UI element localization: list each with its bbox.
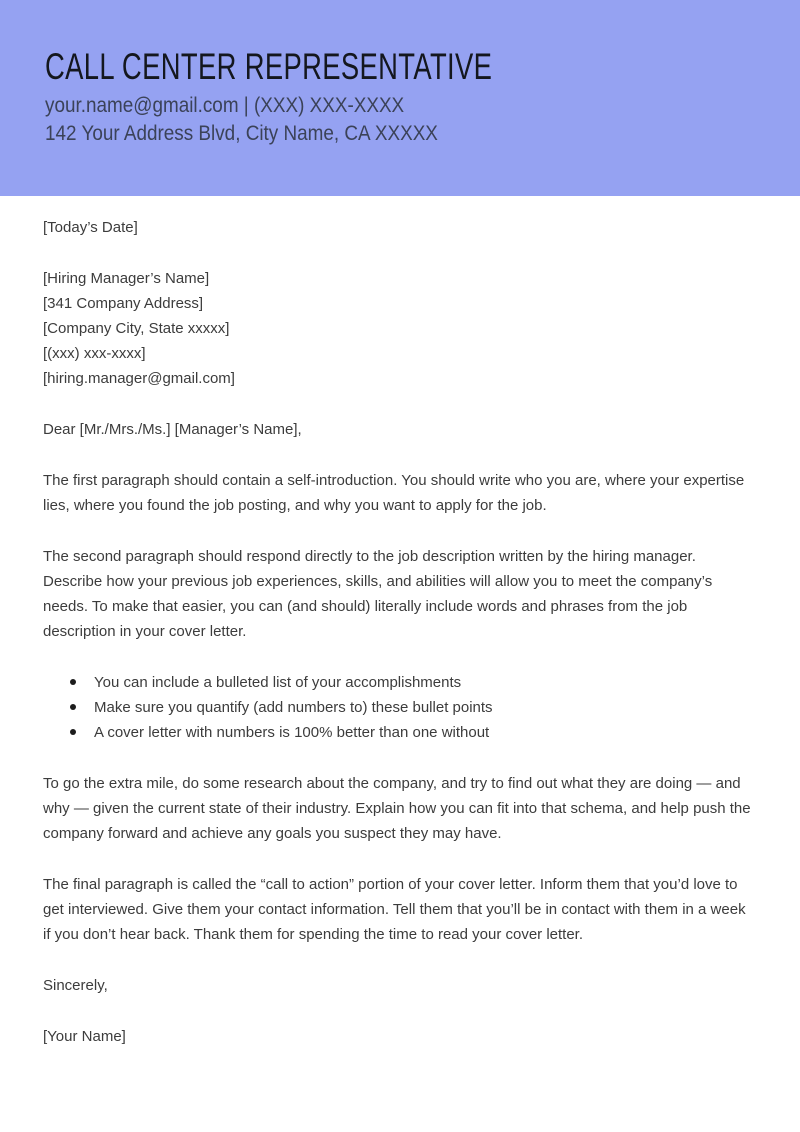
- list-item: [43, 720, 755, 745]
- paragraph-introduction: The first paragraph should contain a self-introduction. You should write who you are, where your expertise lies, where you found the job posting, and why you want to apply for the job.: [43, 472, 745, 514]
- paragraph-call-to-action: The final paragraph is called the “call to action” portion of your cover letter. Inform them that you’d love to get interviewed. Give them your contact information. Tell them that you’ll be in contact with them in a week if you don’t hear back. Thank them for spending the time to read your cover letter.: [43, 876, 746, 943]
- bullet-text: You can include a bulleted list of your accomplishments: [94, 674, 462, 691]
- list-item: [43, 695, 755, 720]
- bullet-text: Make sure you quantify (add numbers to) these bullet points: [94, 699, 493, 716]
- bullet-list: [43, 670, 755, 745]
- recipient-city-state: [Company City, State xxxxx]: [43, 320, 230, 337]
- paragraph-job-description: The second paragraph should respond directly to the job description written by the hiring manager. Describe how your previous job experiences, skills, and abilities will allow you to meet the company’s needs. To make that easier, you can (and should) literally include words and phrases from the job description in your cover letter.: [43, 548, 713, 640]
- date-line: [Today’s Date]: [43, 219, 138, 236]
- closing: Sincerely,: [43, 977, 108, 994]
- bullet-icon: [70, 679, 76, 685]
- list-item: [43, 670, 755, 695]
- recipient-phone: [(xxx) xxx-xxxx]: [43, 345, 146, 362]
- bullet-icon: [70, 729, 76, 735]
- greeting: Dear [Mr./Mrs./Ms.] [Manager’s Name],: [43, 421, 302, 438]
- recipient-company-address: [341 Company Address]: [43, 295, 204, 312]
- bullet-icon: [70, 704, 76, 710]
- recipient-block: [43, 266, 755, 391]
- job-title: CALL CENTER REPRESENTATIVE: [45, 46, 493, 87]
- contact-address: 142 Your Address Blvd, City Name, CA XXXXX: [45, 122, 438, 145]
- signature: [Your Name]: [43, 1028, 126, 1045]
- recipient-name: [Hiring Manager’s Name]: [43, 270, 210, 287]
- letter-body: [0, 196, 800, 1049]
- contact-email-phone: your.name@gmail.com | (XXX) XXX-XXXX: [45, 94, 405, 117]
- recipient-email: [hiring.manager@gmail.com]: [43, 370, 235, 387]
- bullet-text: A cover letter with numbers is 100% better than one without: [94, 724, 490, 741]
- paragraph-research: To go the extra mile, do some research about the company, and try to find out what they are doing — and why — given the current state of their industry. Explain how you can fit into that schema, and help push the company forward and achieve any goals you suspect they may have.: [43, 775, 751, 842]
- letter-header: [0, 0, 800, 196]
